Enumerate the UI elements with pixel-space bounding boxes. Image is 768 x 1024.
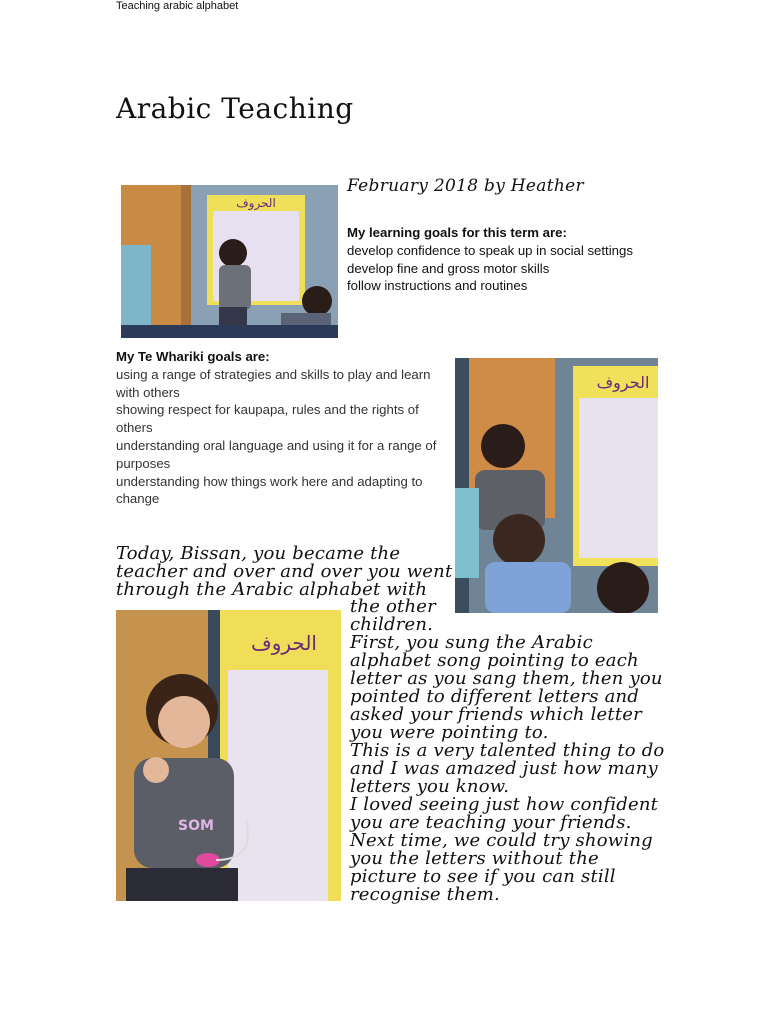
story-line: alphabet song pointing to each bbox=[350, 650, 639, 671]
whariki-goal-item: showing respect for kaupapa, rules and the rights of others bbox=[116, 402, 419, 436]
story-line: through the Arabic alphabet with bbox=[116, 579, 428, 600]
story-text-main bbox=[350, 598, 665, 904]
story-line: children. bbox=[350, 614, 434, 635]
story-line: letters you know. bbox=[350, 776, 510, 797]
learning-goal-item: develop confidence to speak up in social settings bbox=[347, 242, 633, 258]
learning-goals-heading: My learning goals for this term are: bbox=[347, 225, 567, 240]
story-line: asked your friends which letter bbox=[350, 704, 642, 725]
whariki-goal-item: understanding oral language and using it for a range of purposes bbox=[116, 437, 437, 471]
learning-goals bbox=[347, 224, 647, 295]
page-header: Teaching arabic alphabet bbox=[116, 0, 239, 12]
whariki-goal-item: using a range of strategies and skills to play and learn with others bbox=[116, 366, 431, 400]
byline: February 2018 by Heather bbox=[347, 176, 584, 196]
story-line: Next time, we could try showing bbox=[350, 830, 653, 851]
story-line: pointed to different letters and bbox=[350, 686, 640, 707]
poster-heading: الحروف bbox=[596, 373, 650, 392]
photo-children-at-poster bbox=[455, 358, 658, 613]
story-line: I loved seeing just how confident bbox=[350, 794, 659, 815]
story-line: letter as you sang them, then you bbox=[350, 668, 663, 689]
page-title: Arabic Teaching bbox=[116, 92, 354, 125]
story-line: First, you sung the Arabic bbox=[350, 632, 593, 653]
story-line: you the letters without the bbox=[350, 848, 599, 869]
story-text-top bbox=[116, 545, 456, 599]
photo-girls-at-poster bbox=[121, 185, 338, 338]
whariki-goals-heading: My Te Whariki goals are: bbox=[116, 349, 270, 364]
story-line: you were pointing to. bbox=[350, 722, 549, 743]
svg-text:SOM: SOM bbox=[178, 818, 214, 834]
whariki-goals bbox=[116, 348, 446, 508]
story-line: recognise them. bbox=[350, 884, 500, 905]
story-line: Today, Bissan, you became the bbox=[116, 543, 401, 564]
story-line: picture to see if you can still bbox=[350, 866, 616, 887]
story-line: and I was amazed just how many bbox=[350, 758, 658, 779]
poster-heading: الحروف bbox=[251, 631, 317, 655]
story-line: the other bbox=[350, 596, 436, 617]
story-line: teacher and over and over you went bbox=[116, 561, 453, 582]
whariki-goal-item: understanding how things work here and adapting to change bbox=[116, 473, 423, 507]
poster-heading: الحروف bbox=[236, 196, 276, 210]
photo-bissan-waving bbox=[116, 610, 341, 901]
learning-goal-item: develop fine and gross motor skills bbox=[347, 260, 550, 276]
story-line: This is a very talented thing to do bbox=[350, 740, 665, 761]
story-line: you are teaching your friends. bbox=[350, 812, 632, 833]
learning-goal-item: follow instructions and routines bbox=[347, 278, 528, 294]
